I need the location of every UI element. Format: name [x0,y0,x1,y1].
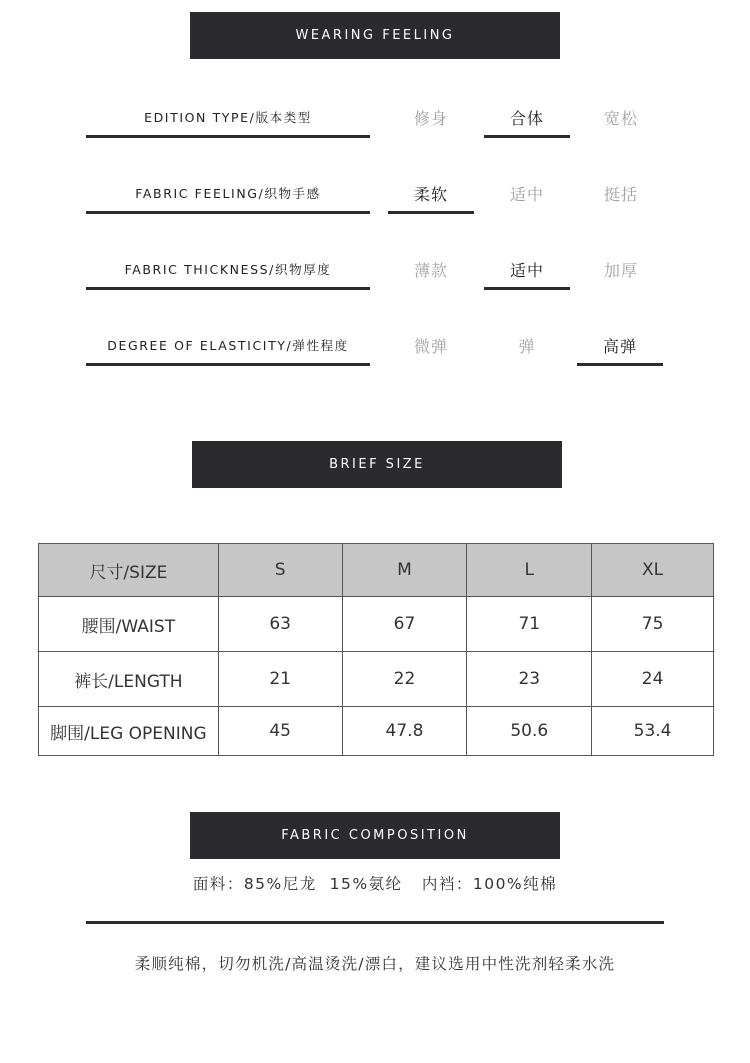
fabric-composition-text: 面料：85%尼龙 15%氨纶 内裆：100%纯棉 [192,875,558,893]
table-row-label: 脚围/LEG OPENING [39,707,219,756]
wearing-feeling-title: WEARING FEELING [295,28,455,43]
table-header-cell: XL [592,544,714,597]
option-thickness-thick: 加厚 [603,260,638,280]
size-table-header-row [39,544,714,597]
brief-size-title: BRIEF SIZE [329,457,425,472]
brief-size-banner [192,441,562,488]
attribute-label-elasticity: DEGREE OF ELASTICITY/弹性程度 [86,327,370,366]
wearing-feeling-banner [190,12,560,59]
fabric-composition-title: FABRIC COMPOSITION [281,828,469,843]
fabric-composition-banner [190,812,560,859]
table-header-cell: L [467,544,592,597]
option-feeling-soft: 柔软 [388,175,474,214]
table-row [39,707,714,756]
option-thickness-thin: 薄款 [413,260,448,280]
option-edition-loose: 宽松 [603,108,638,128]
table-row-label: 裤长/LENGTH [39,652,219,707]
option-thickness-moderate: 适中 [484,251,570,290]
table-cell: 22 [342,652,467,707]
table-row [39,597,714,652]
table-cell: 67 [342,597,467,652]
attribute-label-fabric-feeling: FABRIC FEELING/织物手感 [86,175,370,214]
size-table [38,543,714,756]
care-instructions: 柔顺纯棉，切勿机洗/高温烫洗/漂白，建议选用中性洗剂轻柔水洗 [134,955,616,973]
divider [86,921,664,924]
table-cell: 21 [218,652,342,707]
table-cell: 23 [467,652,592,707]
table-cell: 50.6 [467,707,592,756]
table-cell: 53.4 [592,707,714,756]
attribute-label-fabric-thickness: FABRIC THICKNESS/织物厚度 [86,251,370,290]
option-edition-regular: 合体 [484,99,570,138]
table-cell: 63 [218,597,342,652]
option-edition-fitted: 修身 [413,108,448,128]
table-row-label: 腰围/WAIST [39,597,219,652]
table-cell: 75 [592,597,714,652]
option-feeling-stiff: 挺括 [603,184,638,204]
option-elasticity-medium: 弹 [518,336,536,356]
option-elasticity-high: 高弹 [577,327,663,366]
table-header-cell: M [342,544,467,597]
table-cell: 47.8 [342,707,467,756]
table-cell: 45 [218,707,342,756]
table-cell: 71 [467,597,592,652]
table-header-cell: 尺寸/SIZE [39,544,219,597]
option-feeling-moderate: 适中 [509,184,544,204]
table-cell: 24 [592,652,714,707]
table-header-cell: S [218,544,342,597]
attribute-label-edition-type: EDITION TYPE/版本类型 [86,99,370,138]
table-row [39,652,714,707]
option-elasticity-slight: 微弹 [413,336,448,356]
